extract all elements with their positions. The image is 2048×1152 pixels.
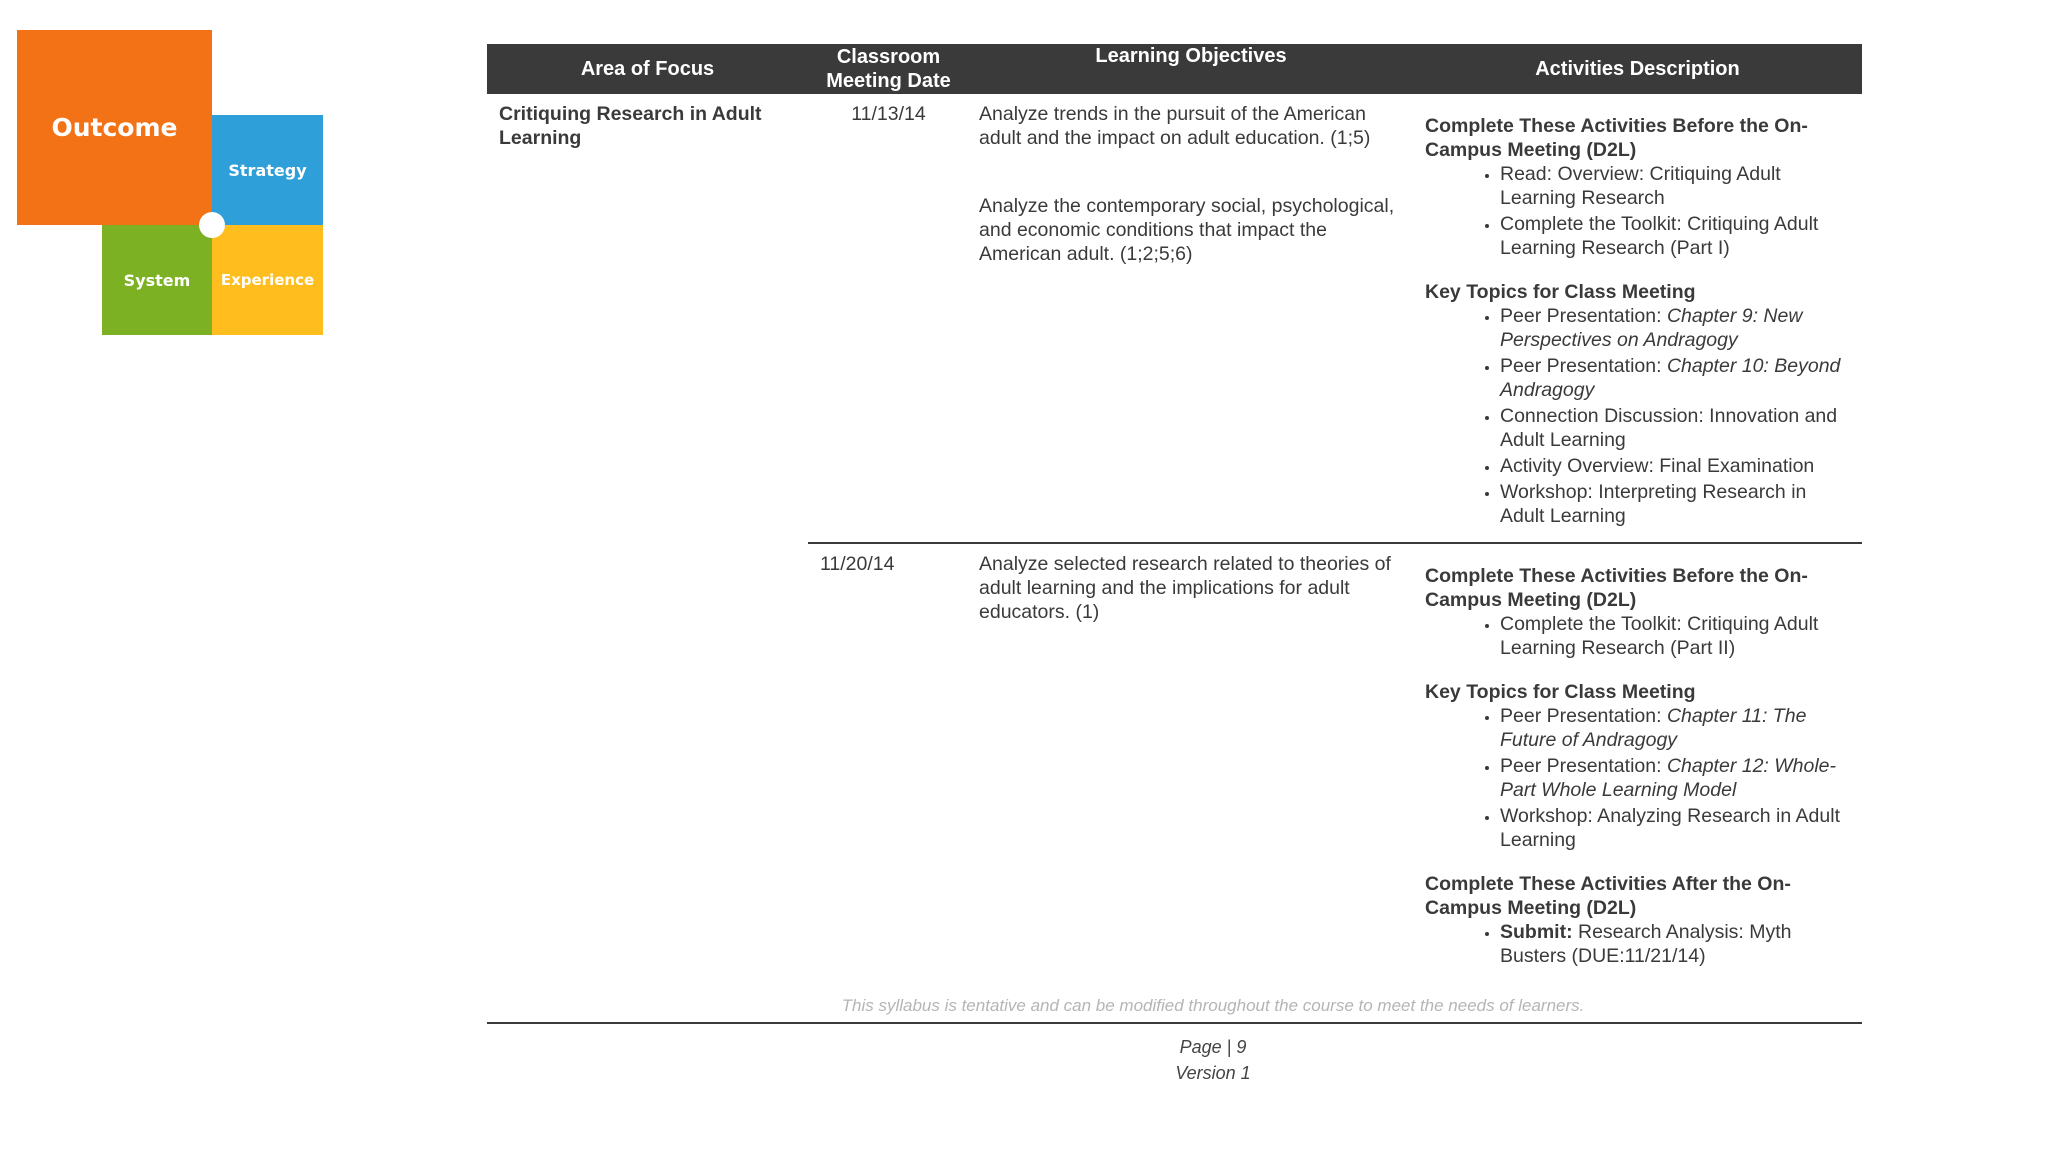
list-item bbox=[1500, 754, 1854, 802]
list-item bbox=[1500, 354, 1854, 402]
item-text: Research Analysis: Myth Busters (DUE:11/21/14) bbox=[1500, 921, 1792, 967]
logo-tile-strategy: Strategy bbox=[212, 115, 323, 226]
item-text: Workshop: Interpreting Research in Adult Learning bbox=[1500, 481, 1807, 527]
before-meeting-heading: Complete These Activities Before the On-Campus Meeting (D2L) bbox=[1425, 115, 1808, 161]
syllabus-disclaimer: This syllabus is tentative and can be modified throughout the course to meet the needs of learners. bbox=[841, 996, 1585, 1015]
version-label: Version 1 bbox=[1175, 1063, 1251, 1083]
list-item bbox=[1500, 404, 1854, 452]
logo-center-dot bbox=[199, 212, 225, 238]
list-item: • Complete the Toolkit: Critiquing Adult Learning Research (Part II) bbox=[1500, 612, 1854, 660]
list-item bbox=[1500, 480, 1854, 528]
objective-text: Analyze selected research related to theories of adult learning and the implications for adult educators. (1) bbox=[979, 553, 1391, 623]
item-text: Peer Presentation: bbox=[1500, 705, 1667, 727]
logo bbox=[0, 0, 340, 350]
logo-tile-system: System bbox=[102, 225, 212, 335]
chapter-title: Chapter 12: Whole-Part Whole Learning Model bbox=[1500, 755, 1837, 801]
list-item bbox=[1500, 704, 1854, 752]
objectives-cell bbox=[969, 94, 1413, 543]
header-date-line2: Meeting Date bbox=[826, 70, 951, 92]
submit-label: Submit: bbox=[1500, 921, 1573, 943]
item-text: Connection Discussion: Innovation and Adult Learning bbox=[1500, 405, 1838, 451]
table-header-row bbox=[487, 44, 1862, 94]
before-meeting-list bbox=[1425, 162, 1854, 260]
activities-cell bbox=[1413, 543, 1862, 1023]
syllabus-table bbox=[487, 44, 1862, 1024]
list-item bbox=[1500, 304, 1854, 352]
key-topics-list bbox=[1425, 304, 1854, 528]
chapter-title: Chapter 10: Beyond Andragogy bbox=[1500, 355, 1841, 401]
objective-text: Analyze the contemporary social, psychological, and economic conditions that impact the American adult. (1;2;5;6) bbox=[979, 195, 1395, 265]
objectives-cell bbox=[969, 543, 1413, 1023]
page-number: Page | 9 bbox=[1179, 1037, 1247, 1057]
header-date-line1: Classroom bbox=[836, 46, 941, 68]
list-item bbox=[1500, 804, 1854, 852]
before-meeting-list bbox=[1425, 612, 1854, 660]
item-text: Activity Overview: Final Examination bbox=[1500, 455, 1815, 477]
list-item bbox=[1500, 920, 1854, 968]
chapter-title: Chapter 11: The Future of Andragogy bbox=[1500, 705, 1807, 751]
meeting-date-cell: 11/13/14 bbox=[808, 94, 969, 543]
list-item: • Complete the Toolkit: Critiquing Adult Learning Research (Part I) bbox=[1500, 212, 1854, 260]
activities-cell bbox=[1413, 94, 1862, 543]
before-meeting-heading: Complete These Activities Before the On-Campus Meeting (D2L) bbox=[1425, 565, 1808, 611]
item-text: Peer Presentation: bbox=[1500, 305, 1667, 327]
logo-tile-experience: Experience bbox=[212, 225, 323, 335]
meeting-date-cell: 11/20/14 bbox=[808, 543, 969, 1023]
after-meeting-list bbox=[1425, 920, 1854, 968]
objective-text: Analyze trends in the pursuit of the American adult and the impact on adult education. (1;5) bbox=[979, 103, 1371, 149]
item-text: Peer Presentation: bbox=[1500, 355, 1667, 377]
chapter-title: Chapter 9: New Perspectives on Andragogy bbox=[1500, 305, 1803, 351]
list-item: • Read: Overview: Critiquing Adult Learning Research bbox=[1500, 162, 1854, 210]
header-learning-objectives: Learning Objectives bbox=[969, 44, 1413, 94]
page-footer bbox=[487, 1034, 1939, 1086]
logo-tile-outcome: Outcome bbox=[17, 30, 212, 225]
header-meeting-date bbox=[808, 44, 969, 94]
area-of-focus-cell: Critiquing Research in Adult Learning bbox=[487, 94, 808, 1023]
key-topics-heading: Key Topics for Class Meeting bbox=[1425, 681, 1696, 703]
key-topics-heading: Key Topics for Class Meeting bbox=[1425, 281, 1696, 303]
table-row bbox=[487, 94, 1862, 543]
after-meeting-heading: Complete These Activities After the On-Campus Meeting (D2L) bbox=[1425, 873, 1791, 919]
item-text: Peer Presentation: bbox=[1500, 755, 1667, 777]
key-topics-list bbox=[1425, 704, 1854, 852]
header-activities-description: Activities Description bbox=[1413, 44, 1862, 94]
item-text: Workshop: Analyzing Research in Adult Learning bbox=[1500, 805, 1840, 851]
document-page bbox=[487, 44, 1862, 1112]
list-item bbox=[1500, 454, 1854, 478]
header-area-of-focus: Area of Focus bbox=[487, 44, 808, 94]
